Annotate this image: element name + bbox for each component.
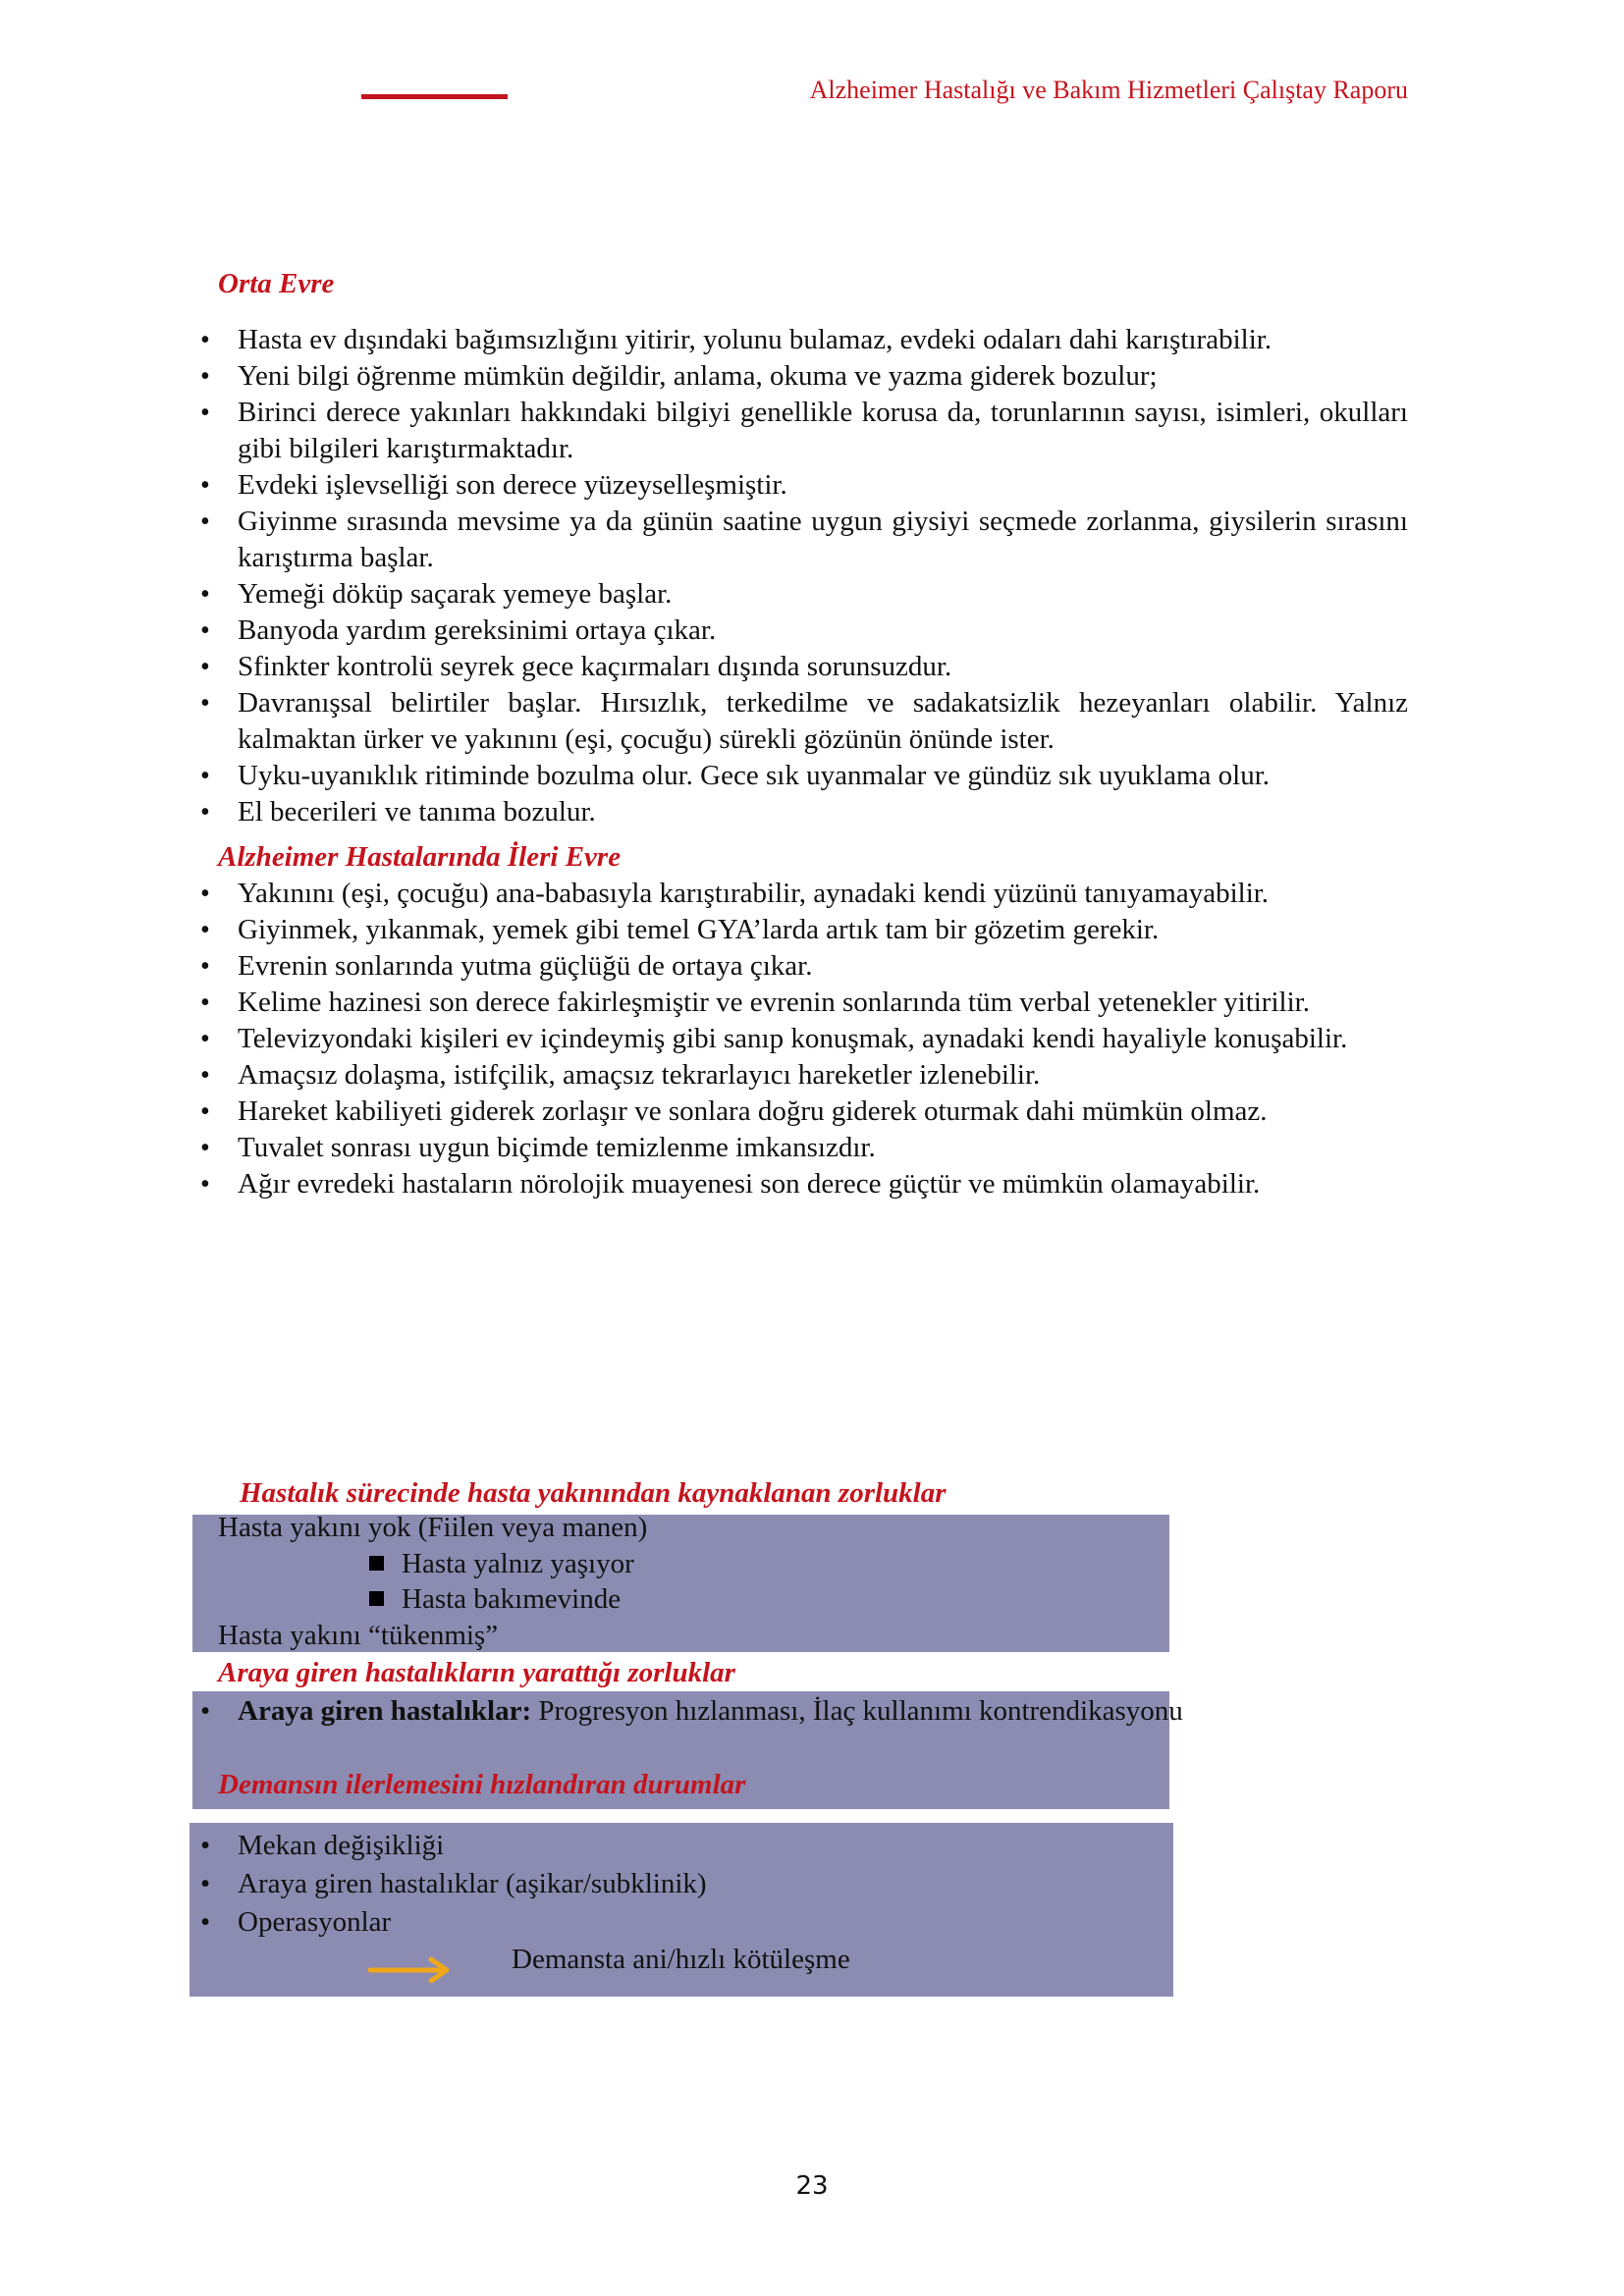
list-item-text: Tuvalet sonrası uygun biçimde temizlenme imkansızdır. bbox=[238, 1132, 876, 1163]
acceleration-item-2-text: Araya giren hastalıklar (aşikar/subklinik) bbox=[238, 1868, 707, 1899]
acceleration-item-3-text: Operasyonlar bbox=[238, 1906, 392, 1938]
list-item-text: Televizyondaki kişileri ev içindeymiş gibi sanıp konuşmak, aynadaki kendi hayaliyle konuşabilir. bbox=[238, 1023, 1348, 1054]
bullet-icon: • bbox=[200, 325, 210, 355]
caregiver-sub-2-text: Hasta bakımevinde bbox=[402, 1583, 622, 1615]
bullet-icon: • bbox=[200, 1169, 210, 1200]
caregiver-sub-1-text: Hasta yalnız yaşıyor bbox=[402, 1548, 634, 1579]
list-item-text: Birinci derece yakınları hakkındaki bilgiyi genellikle korusa da, torunlarının sayısı, isimleri, okulları gibi bilgileri karıştırmaktadır. bbox=[238, 397, 1408, 464]
heading-hasta-yakini: Hastalık sürecinde hasta yakınından kaynaklanan zorluklar bbox=[240, 1477, 947, 1509]
list-item-text: Banyoda yardım gereksinimi ortaya çıkar. bbox=[238, 614, 717, 646]
acceleration-item-1-text: Mekan değişikliği bbox=[238, 1830, 445, 1861]
list-item-text: Hasta ev dışındaki bağımsızlığını yitirir, yolunu bulamaz, evdeki odaları dahi karıştırabilir. bbox=[238, 324, 1272, 355]
bullet-icon: • bbox=[200, 1096, 210, 1127]
list-item-text: Evdeki işlevselliği son derece yüzeyselleşmiştir. bbox=[238, 469, 787, 501]
acceleration-item-1 bbox=[200, 1828, 444, 1864]
list-item bbox=[190, 322, 1408, 358]
list-item-text: Yemeği döküp saçarak yemeye başlar. bbox=[238, 578, 673, 610]
bullet-icon: • bbox=[200, 879, 210, 909]
list-item bbox=[190, 1130, 1408, 1166]
heading-orta-evre: Orta Evre bbox=[218, 268, 335, 299]
bullet-icon: • bbox=[200, 361, 210, 392]
list-item bbox=[190, 358, 1408, 395]
list-item bbox=[190, 912, 1408, 948]
orta-evre-list bbox=[190, 322, 1408, 830]
list-item-text: Yeni bilgi öğrenme mümkün değildir, anlama, okuma ve yazma giderek bozulur; bbox=[238, 360, 1158, 392]
bullet-icon: • bbox=[200, 1060, 210, 1091]
list-item-text: Uyku-uyanıklık ritiminde bozulma olur. Gece sık uyanmalar ve gündüz sık uyuklama olur. bbox=[238, 760, 1271, 791]
bullet-icon: • bbox=[200, 915, 210, 945]
list-item bbox=[190, 395, 1408, 467]
bullet-icon: • bbox=[200, 761, 210, 791]
bullet-icon: • bbox=[200, 470, 210, 501]
list-item bbox=[190, 613, 1408, 649]
list-item bbox=[190, 685, 1408, 758]
arrow-right-icon bbox=[368, 1955, 452, 1983]
list-item bbox=[190, 649, 1408, 685]
bullet-icon: • bbox=[200, 652, 210, 682]
bullet-icon: • bbox=[200, 951, 210, 982]
list-item bbox=[190, 948, 1408, 985]
comorbidity-item bbox=[200, 1693, 1183, 1730]
list-item bbox=[190, 876, 1408, 912]
bullet-icon: • bbox=[200, 579, 210, 610]
list-item-text: Evrenin sonlarında yutma güçlüğü de ortaya çıkar. bbox=[238, 950, 813, 982]
list-item-text: Giyinme sırasında mevsime ya da günün saatine uygun giysiyi seçmede zorlanma, giysilerin sırasını karıştırma başlar. bbox=[238, 506, 1408, 573]
list-item bbox=[190, 794, 1408, 830]
heading-araya-giren: Araya giren hastalıkların yarattığı zorluklar bbox=[218, 1657, 735, 1688]
acceleration-result: Demansta ani/hızlı kötüleşme bbox=[512, 1944, 850, 1975]
list-item-text: El becerileri ve tanıma bozulur. bbox=[238, 796, 596, 828]
bullet-icon: • bbox=[200, 1868, 211, 1899]
ileri-evre-list bbox=[190, 876, 1408, 1202]
list-item-text: Sfinkter kontrolü seyrek gece kaçırmaları dışında sorunsuzdur. bbox=[238, 651, 952, 682]
list-item-text: Yakınını (eşi, çocuğu) ana-babasıyla karıştırabilir, aynadaki kendi yüzünü tanıyamayabilir. bbox=[238, 878, 1270, 909]
caregiver-line-1: Hasta yakını yok (Fiilen veya manen) bbox=[218, 1512, 648, 1543]
bullet-icon: • bbox=[200, 1906, 211, 1938]
list-item-text: Giyinmek, yıkanmak, yemek gibi temel GYA’larda artık tam bir gözetim gerekir. bbox=[238, 914, 1160, 945]
list-item bbox=[190, 758, 1408, 794]
list-item-text: Davranışsal belirtiler başlar. Hırsızlık, terkedilme ve sadakatsizlik hezeyanları olabilir. Yalnız kalmaktan ürker ve yakınını (eşi, çocuğu) sürekli gözünün önünde ister. bbox=[238, 687, 1408, 755]
heading-demans: Demansın ilerlemesini hızlandıran durumlar bbox=[218, 1769, 746, 1800]
list-item bbox=[190, 1166, 1408, 1202]
heading-ileri-evre: Alzheimer Hastalarında İleri Evre bbox=[218, 841, 622, 873]
square-bullet-icon bbox=[369, 1591, 384, 1606]
list-item bbox=[190, 1057, 1408, 1094]
list-item-text: Hareket kabiliyeti giderek zorlaşır ve sonlara doğru giderek oturmak dahi mümkün olmaz. bbox=[238, 1095, 1268, 1127]
caregiver-sub-2 bbox=[369, 1581, 621, 1618]
square-bullet-icon bbox=[369, 1556, 384, 1571]
header-red-bar bbox=[361, 94, 508, 99]
comorbidity-label: Araya giren hastalıklar: bbox=[238, 1695, 532, 1727]
bullet-icon: • bbox=[200, 398, 210, 428]
list-item bbox=[190, 1021, 1408, 1057]
caregiver-sub-1 bbox=[369, 1546, 634, 1582]
bullet-icon: • bbox=[200, 988, 210, 1018]
bullet-icon: • bbox=[200, 1133, 210, 1163]
bullet-icon: • bbox=[200, 1830, 211, 1861]
list-item bbox=[190, 504, 1408, 576]
list-item-text: Kelime hazinesi son derece fakirleşmiştir ve evrenin sonlarında tüm verbal yetenekler yitirilir. bbox=[238, 987, 1310, 1018]
list-item bbox=[190, 467, 1408, 504]
bullet-icon: • bbox=[200, 507, 210, 537]
page-number: 23 bbox=[795, 2171, 829, 2201]
bullet-icon: • bbox=[200, 1024, 210, 1054]
acceleration-item-2 bbox=[200, 1866, 707, 1902]
list-item bbox=[190, 1094, 1408, 1130]
list-item-text: Ağır evredeki hastaların nörolojik muayenesi son derece güçtür ve mümkün olamayabilir. bbox=[238, 1168, 1261, 1200]
bullet-icon: • bbox=[200, 615, 210, 646]
list-item bbox=[190, 985, 1408, 1021]
caregiver-line-2: Hasta yakını “tükenmiş” bbox=[218, 1620, 499, 1651]
bullet-icon: • bbox=[200, 797, 210, 828]
page-body bbox=[190, 265, 1408, 1202]
bullet-icon: • bbox=[200, 1695, 211, 1727]
comorbidity-text: Progresyon hızlanması, İlaç kullanımı kontrendikasyonu bbox=[531, 1695, 1183, 1727]
list-item bbox=[190, 576, 1408, 613]
bullet-icon: • bbox=[200, 688, 210, 719]
acceleration-item-3 bbox=[200, 1904, 391, 1941]
header-title: Alzheimer Hastalığı ve Bakım Hizmetleri Çalıştay Raporu bbox=[809, 76, 1408, 104]
list-item-text: Amaçsız dolaşma, istifçilik, amaçsız tekrarlayıcı hareketler izlenebilir. bbox=[238, 1059, 1041, 1091]
